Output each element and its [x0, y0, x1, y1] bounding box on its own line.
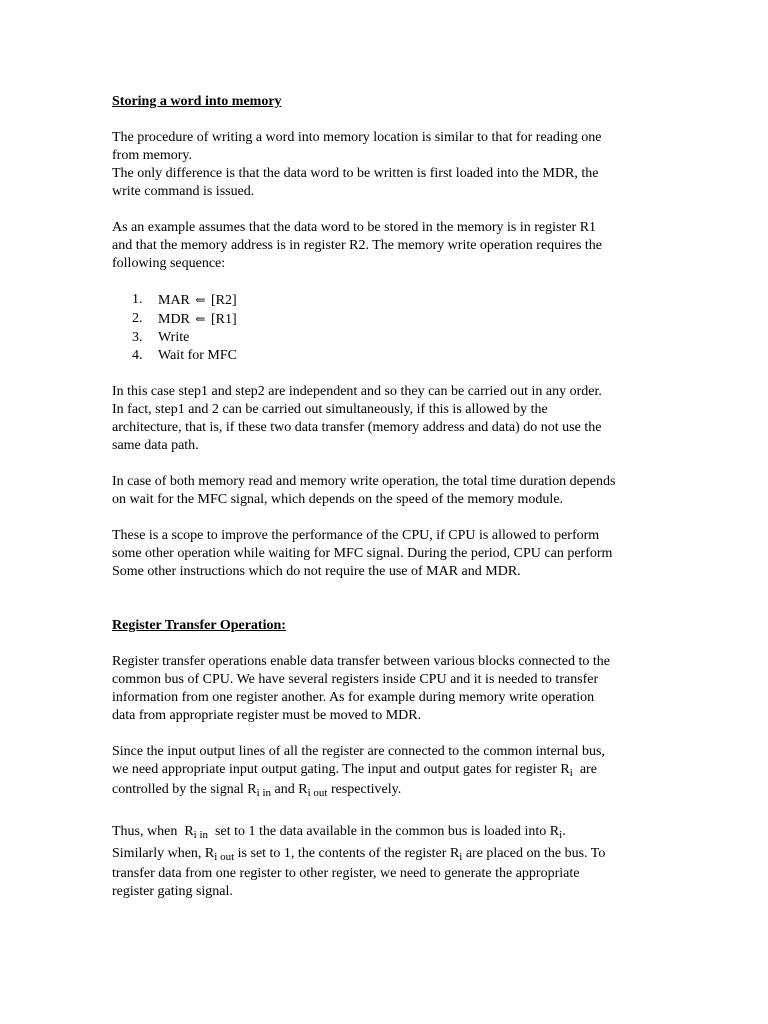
- paragraph-register-transfer: [112, 653, 672, 725]
- list-number: 2.: [132, 311, 143, 326]
- subscript: i out: [307, 787, 328, 799]
- paragraph-ri-in-out: [112, 821, 672, 901]
- text-line: from memory.: [112, 148, 192, 163]
- list-number: 3.: [132, 330, 143, 345]
- subscript: i in: [193, 829, 209, 841]
- subscript: i out: [214, 851, 235, 863]
- text-line: register gating signal.: [112, 884, 233, 899]
- text-fragment: set to 1 the data available in the common bus is loaded into R: [208, 824, 560, 839]
- text-line: and that the memory address is in register R2. The memory write operation requires the: [112, 238, 602, 253]
- text-line: The only difference is that the data word to be written is first loaded into the MDR, the: [112, 166, 599, 181]
- write-sequence-list: [112, 291, 672, 365]
- text-fragment: are placed on the bus. To: [462, 846, 606, 861]
- subscript: i in: [256, 787, 272, 799]
- section-heading-storing-word: Storing a word into memory: [112, 94, 282, 109]
- paragraph-gating: [112, 743, 672, 801]
- text-line: As an example assumes that the data word to be stored in the memory is in register R1: [112, 220, 597, 235]
- subscript: i: [569, 767, 573, 779]
- text-line: data from appropriate register must be moved to MDR.: [112, 708, 422, 723]
- text-line: Since the input output lines of all the register are connected to the common internal bus,: [112, 744, 605, 759]
- document-page: [112, 93, 672, 901]
- text-fragment: respectively.: [327, 782, 402, 797]
- step-text: [R2]: [210, 293, 237, 308]
- left-arrow-icon: ⇐: [195, 312, 206, 326]
- section-heading-register-transfer: Register Transfer Operation:: [112, 618, 286, 633]
- text-fragment: and R: [271, 782, 308, 797]
- text-line: [112, 821, 672, 843]
- list-item: [112, 329, 672, 347]
- text-line: The procedure of writing a word into memory location is similar to that for reading one: [112, 130, 602, 145]
- text-fragment: Similarly when, R: [112, 846, 215, 861]
- left-arrow-icon: ⇐: [195, 293, 206, 307]
- text-line: on wait for the MFC signal, which depends on the speed of the memory module.: [112, 492, 564, 507]
- step-text: Wait for MFC: [158, 348, 237, 363]
- list-number: 1.: [132, 292, 143, 307]
- text-line: [112, 761, 672, 779]
- text-line: common bus of CPU. We have several registers inside CPU and it is needed to transfer: [112, 672, 599, 687]
- list-item: [112, 310, 672, 329]
- text-line: In case of both memory read and memory write operation, the total time duration depends: [112, 474, 616, 489]
- text-line: following sequence:: [112, 256, 226, 271]
- text-fragment: we need appropriate input output gating. The input and output gates for register R: [112, 762, 570, 777]
- text-line: same data path.: [112, 438, 199, 453]
- paragraph-time-duration: [112, 473, 672, 509]
- list-item: [112, 291, 672, 310]
- paragraph-performance: [112, 527, 672, 581]
- paragraph-procedure: [112, 129, 672, 201]
- text-fragment: is set to 1, the contents of the register R: [234, 846, 460, 861]
- text-line: information from one register another. As for example during memory write operation: [112, 690, 595, 705]
- subscript: i: [459, 851, 463, 863]
- paragraph-example: [112, 219, 672, 273]
- text-line: Some other instructions which do not require the use of MAR and MDR.: [112, 564, 521, 579]
- text-line: architecture, that is, if these two data transfer (memory address and data) do not use the: [112, 420, 602, 435]
- text-fragment: Thus, when R: [112, 824, 194, 839]
- list-item: [112, 347, 672, 365]
- text-line: write command is issued.: [112, 184, 255, 199]
- text-line: some other operation while waiting for MFC signal. During the period, CPU can perform: [112, 546, 613, 561]
- paragraph-independent-steps: [112, 383, 672, 455]
- text-fragment: .: [562, 824, 566, 839]
- list-number: 4.: [132, 348, 143, 363]
- text-line: transfer data from one register to other register, we need to generate the appropriate: [112, 866, 580, 881]
- text-fragment: controlled by the signal R: [112, 782, 257, 797]
- step-text: Write: [158, 330, 190, 345]
- text-line: [112, 779, 672, 801]
- text-line: [112, 843, 672, 865]
- subscript: i: [559, 829, 563, 841]
- step-text: [R1]: [210, 312, 237, 327]
- text-line: Register transfer operations enable data transfer between various blocks connected to the: [112, 654, 610, 669]
- step-text: MDR: [158, 312, 190, 327]
- text-fragment: are: [572, 762, 597, 777]
- step-text: MAR: [158, 293, 190, 308]
- text-line: These is a scope to improve the performance of the CPU, if CPU is allowed to perform: [112, 528, 600, 543]
- text-line: In fact, step1 and 2 can be carried out simultaneously, if this is allowed by the: [112, 402, 548, 417]
- text-line: In this case step1 and step2 are independent and so they can be carried out in any order.: [112, 384, 602, 399]
